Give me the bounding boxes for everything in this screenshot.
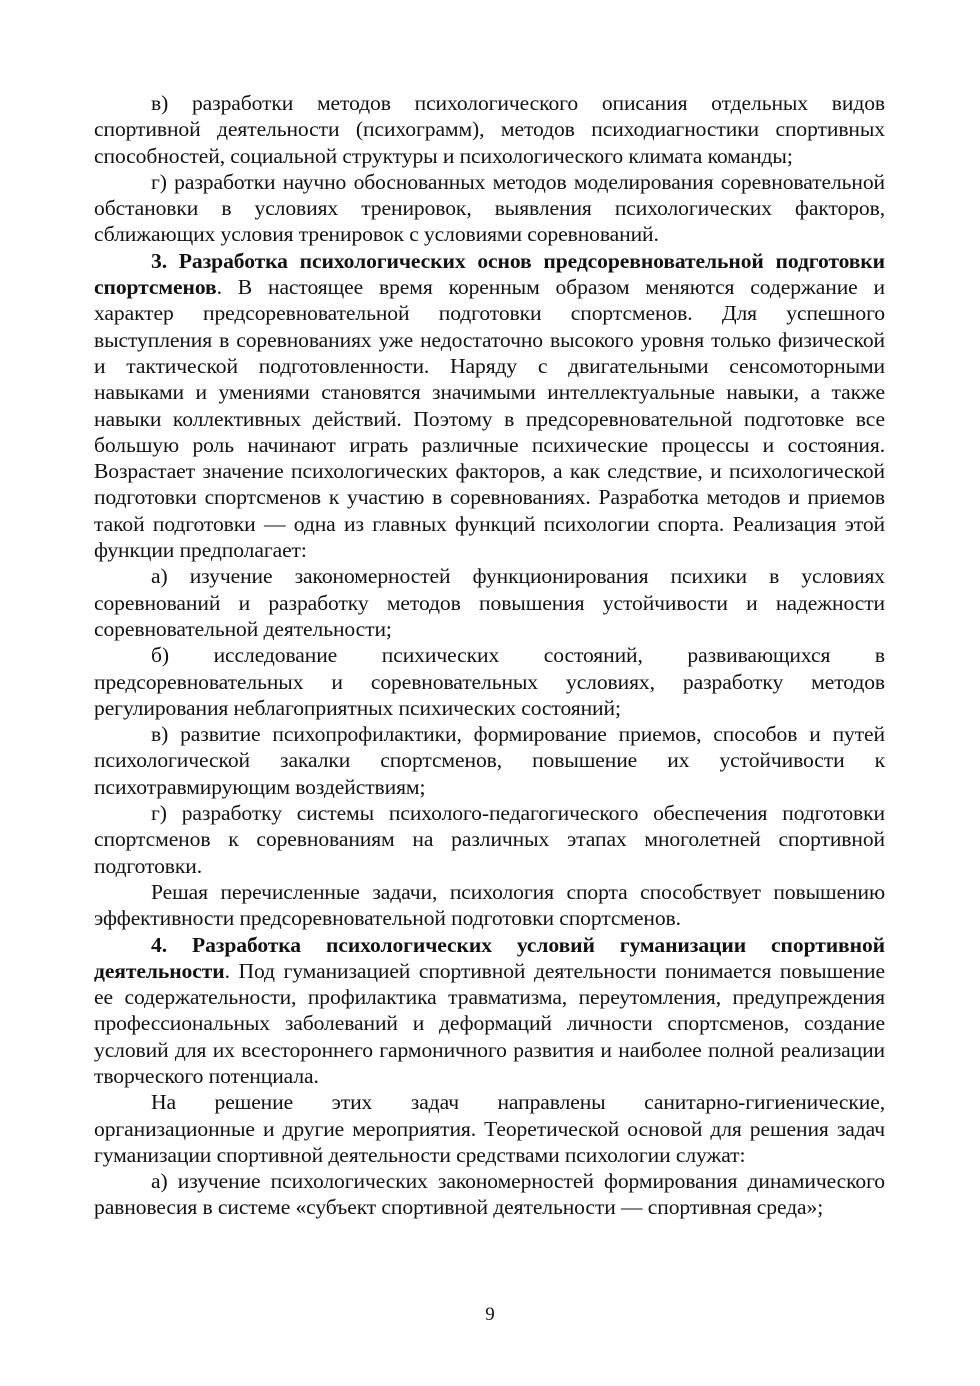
paragraph-a-equilibrium: а) изучение психологических закономерностей формирования динамического равновесия в системе «субъект спортивной деятельности — спортивная среда»; — [94, 1169, 885, 1220]
paragraph-section-3: 3. Разработка психологических основ предсоревновательной подготовки спортсменов. В настоящее время коренным образом меняются содержание и характер предсоревновательной подготовки спортсменов. Для успешного выступления в соревнованиях уже недостаточно высокого уровня только физической и тактической подготовленности. Наряду с двигательными сенсомоторными навыками и умениями становятся значимыми интеллектуальные навыки, а также навыки коллективных действий. Поэтому в предсоревновательной подготовке все большую роль начинают играть различные психические процессы и состояния. Возрастает значение психологических факторов, а как следствие, и психологической подготовки спортсменов к участию в соревнованиях. Разработка методов и приемов такой подготовки — одна из главных функций психологии спорта. Реализация этой функции предполагает: — [94, 248, 885, 563]
section-4-heading: 4. Разработка психологических условий гуманизации спортивной деятельности — [94, 932, 885, 983]
paragraph-a-regularities: а) изучение закономерностей функционирования психики в условиях соревнований и разработку методов повышения устойчивости и надежности соревновательной деятельности; — [94, 564, 885, 641]
body-text — [94, 90, 885, 1221]
section-3-heading: 3. Разработка психологических основ предсоревновательной подготовки спортсменов — [94, 248, 885, 300]
paragraph-measures: На решение этих задач направлены санитарно-гигиенические, организационные и другие мероприятия. Теоретической основой для решения задач гуманизации спортивной деятельности средствами психологии служат: — [94, 1090, 885, 1167]
paragraph-g-modeling: г) разработки научно обоснованных методов моделирования соревновательной обстановки в условиях тренировок, выявления психологических факторов, сближающих условия тренировок с условиями соревнований. — [94, 169, 885, 247]
paragraph-g-support-system: г) разработку системы психолого-педагогического обеспечения подготовки спортсменов к соревнованиям на различных этапах многолетней спортивной подготовки. — [94, 801, 885, 878]
paragraph-section-4: 4. Разработка психологических условий гуманизации спортивной деятельности. Под гуманизацией спортивной деятельности понимается повышение ее содержательности, профилактика травматизма, переутомления, предупреждения профессиональных заболеваний и деформаций личности спортсменов, создание условий для их всестороннего гармоничного развития и наиболее полной реализации творческого потенциала. — [94, 932, 885, 1088]
page-number: 9 — [485, 1304, 495, 1325]
paragraph-conclusion: Решая перечисленные задачи, психология спорта способствует повышению эффективности предсоревновательной подготовки спортсменов. — [94, 879, 885, 931]
paragraph-v-psychoprophylaxis: в) развитие психопрофилактики, формирование приемов, способов и путей психологической закалки спортсменов, повышение их устойчивости к психотравмирующим воздействиям; — [94, 722, 885, 799]
paragraph-v-psychogram: в) разработки методов психологического описания отдельных видов спортивной деятельности (психограмм), методов психодиагностики спортивных способностей, социальной структуры и психологического климата команды; — [94, 91, 885, 168]
paragraph-b-states: б) исследование психических состояний, развивающихся в предсоревновательных и соревновательных условиях, разработку методов регулирования неблагоприятных психических состояний; — [94, 643, 885, 720]
